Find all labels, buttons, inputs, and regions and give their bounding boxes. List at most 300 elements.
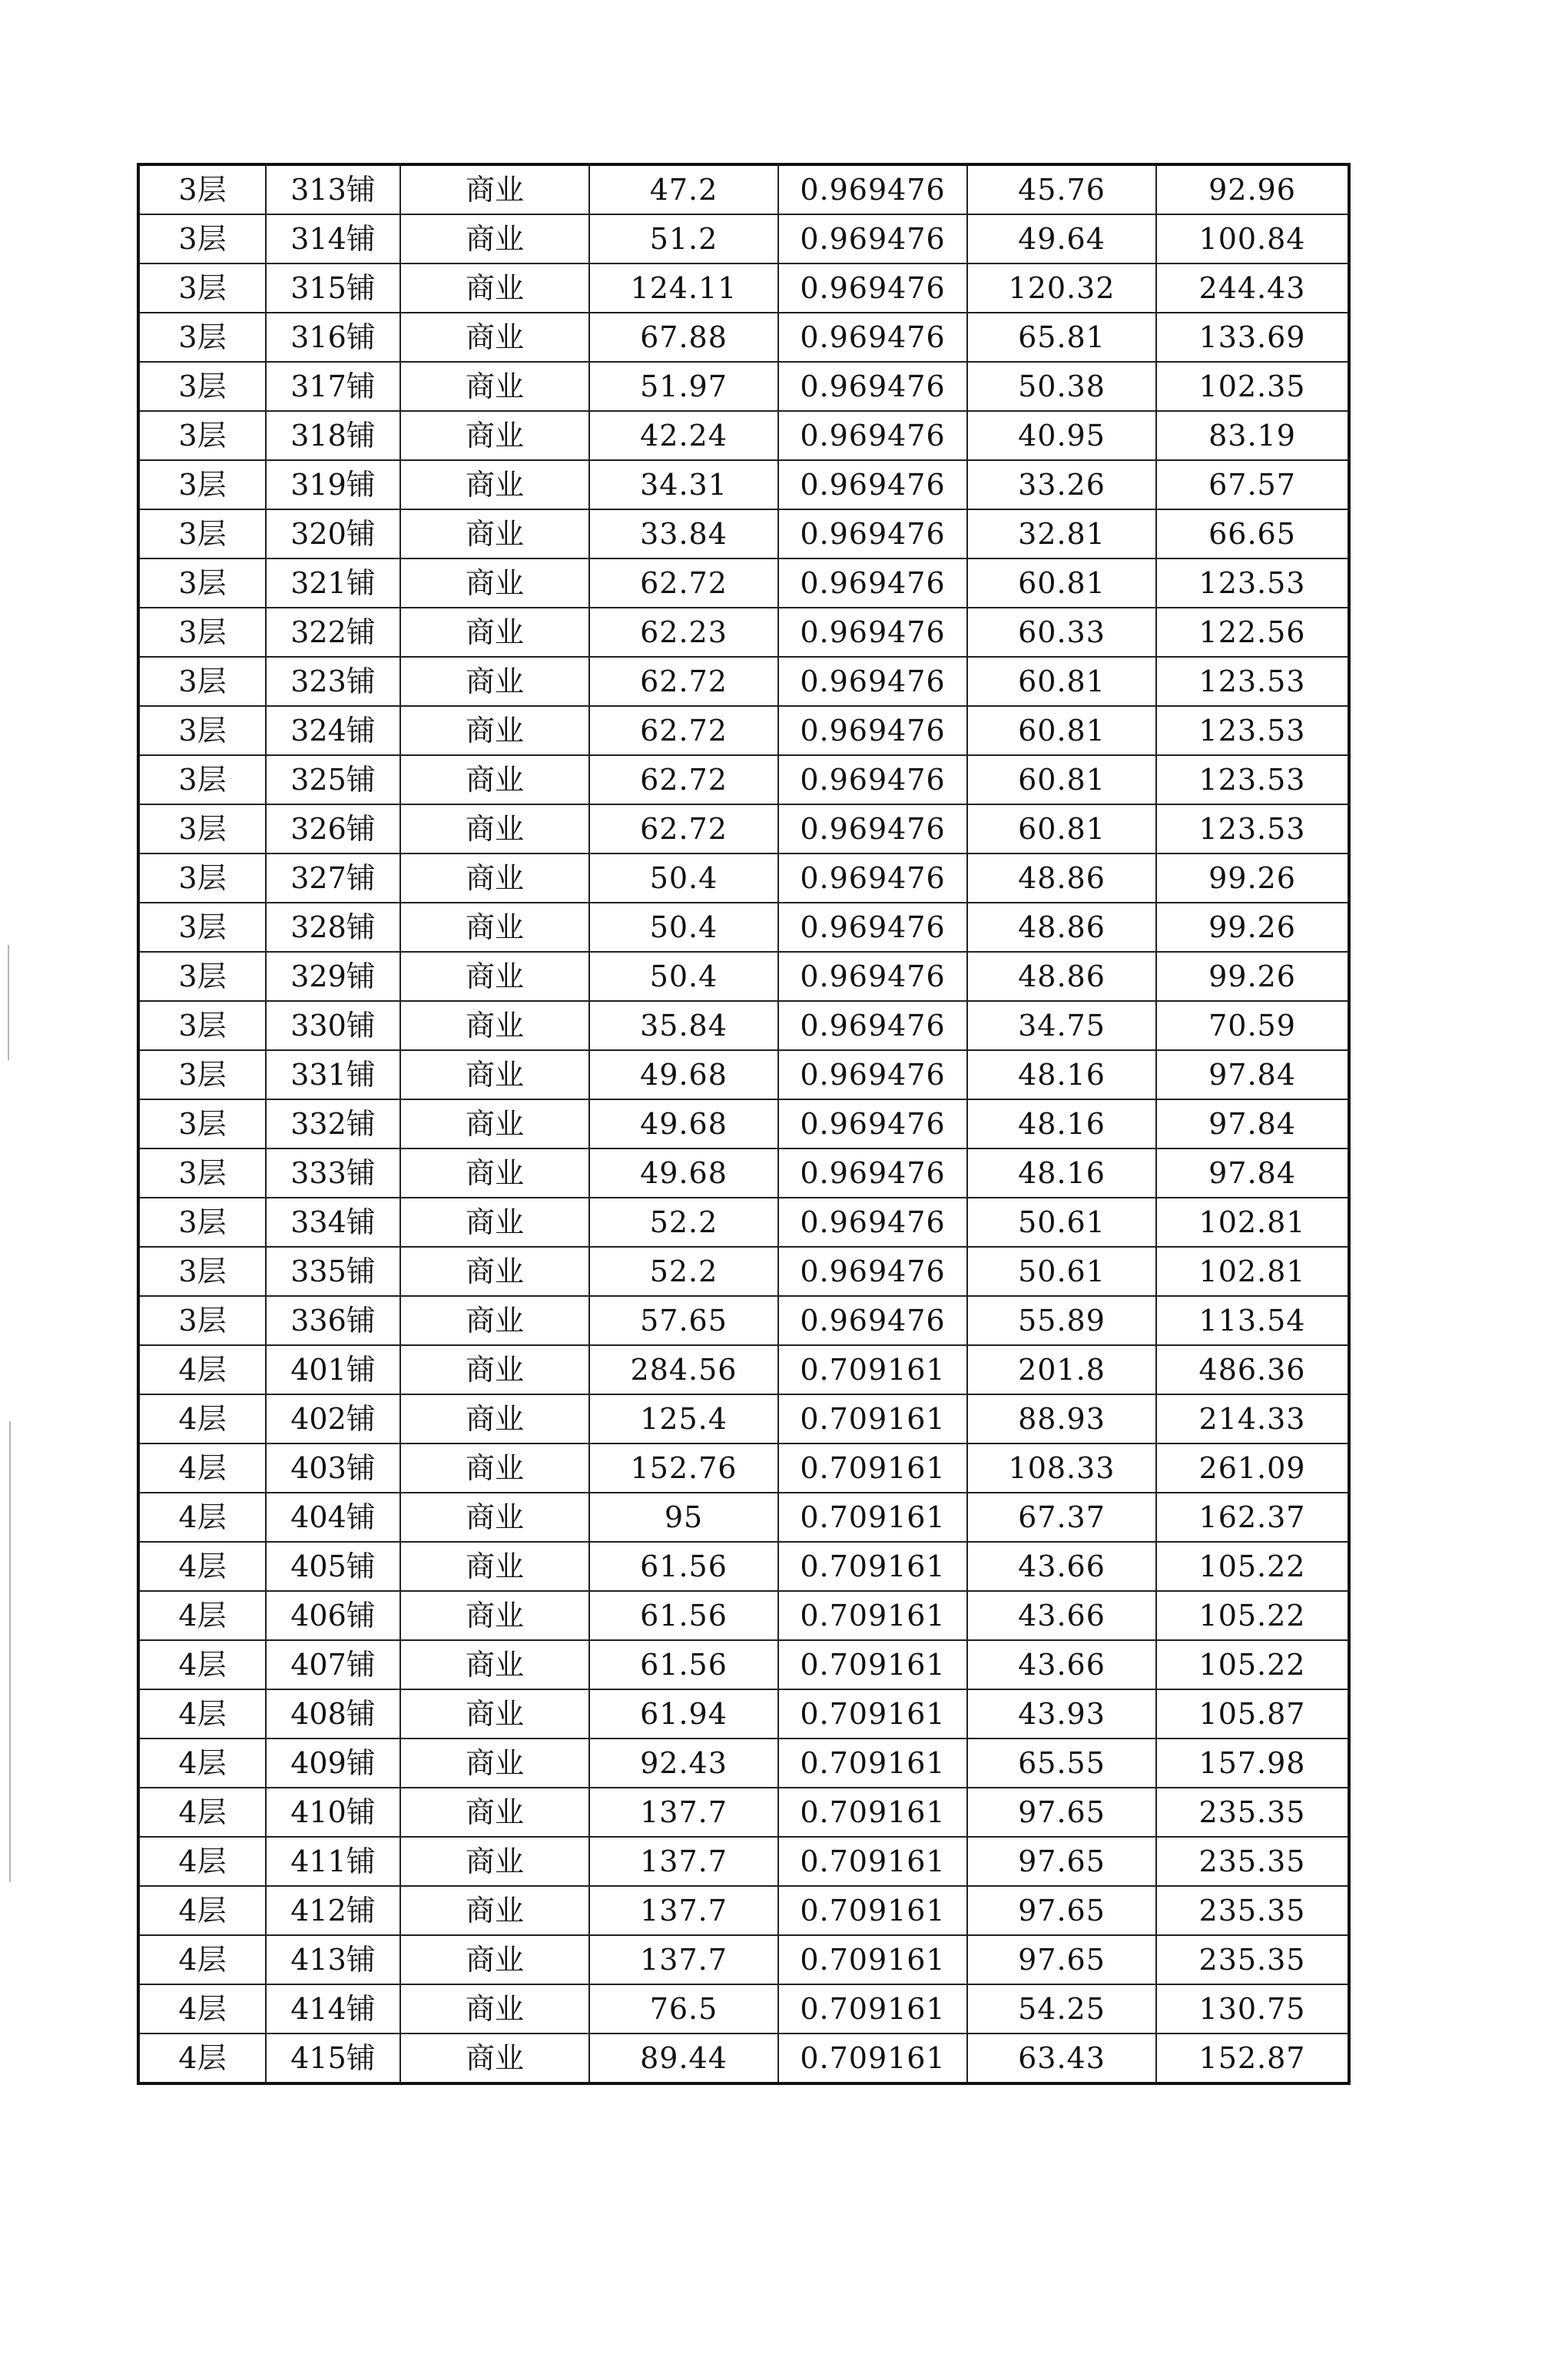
total-area-cell: 70.59 xyxy=(1156,1001,1349,1050)
ratio-cell: 0.969476 xyxy=(778,854,967,903)
table-row xyxy=(138,1247,1349,1296)
total-area-cell: 67.57 xyxy=(1156,460,1349,509)
shared-area-cell: 201.8 xyxy=(967,1345,1156,1394)
usage-cell: 商业 xyxy=(400,1198,589,1247)
floor-cell: 3层 xyxy=(138,706,266,755)
area-cell: 50.4 xyxy=(589,854,778,903)
floor-cell: 4层 xyxy=(138,1444,266,1493)
total-area-cell: 105.22 xyxy=(1156,1591,1349,1640)
total-area-cell: 102.81 xyxy=(1156,1247,1349,1296)
ratio-cell: 0.709161 xyxy=(778,1739,967,1788)
usage-cell: 商业 xyxy=(400,1689,589,1739)
table-row xyxy=(138,1345,1349,1394)
shop-number-cell: 326铺 xyxy=(266,804,400,854)
shared-area-cell: 40.95 xyxy=(967,411,1156,460)
table-row xyxy=(138,1788,1349,1837)
table-row xyxy=(138,411,1349,460)
table-row xyxy=(138,1198,1349,1247)
table-row xyxy=(138,1640,1349,1689)
floor-cell: 4层 xyxy=(138,1493,266,1542)
table-row xyxy=(138,1935,1349,1984)
total-area-cell: 123.53 xyxy=(1156,804,1349,854)
shop-number-cell: 334铺 xyxy=(266,1198,400,1247)
floor-cell: 3层 xyxy=(138,1149,266,1198)
usage-cell: 商业 xyxy=(400,903,589,952)
shared-area-cell: 97.65 xyxy=(967,1886,1156,1935)
area-cell: 49.68 xyxy=(589,1050,778,1099)
usage-cell: 商业 xyxy=(400,460,589,509)
ratio-cell: 0.709161 xyxy=(778,1689,967,1739)
table-row xyxy=(138,1149,1349,1198)
shop-number-cell: 330铺 xyxy=(266,1001,400,1050)
shared-area-cell: 67.37 xyxy=(967,1493,1156,1542)
shop-number-cell: 335铺 xyxy=(266,1247,400,1296)
area-cell: 284.56 xyxy=(589,1345,778,1394)
usage-cell: 商业 xyxy=(400,2034,589,2083)
area-cell: 34.31 xyxy=(589,460,778,509)
table-row xyxy=(138,1984,1349,2034)
shop-number-cell: 404铺 xyxy=(266,1493,400,1542)
shop-number-cell: 321铺 xyxy=(266,559,400,608)
usage-cell: 商业 xyxy=(400,411,589,460)
shop-number-cell: 406铺 xyxy=(266,1591,400,1640)
floor-cell: 4层 xyxy=(138,1837,266,1886)
area-cell: 50.4 xyxy=(589,952,778,1001)
area-cell: 76.5 xyxy=(589,1984,778,2034)
area-cell: 92.43 xyxy=(589,1739,778,1788)
total-area-cell: 235.35 xyxy=(1156,1788,1349,1837)
table-row xyxy=(138,854,1349,903)
area-cell: 89.44 xyxy=(589,2034,778,2083)
floor-cell: 3层 xyxy=(138,952,266,1001)
total-area-cell: 105.22 xyxy=(1156,1640,1349,1689)
ratio-cell: 0.709161 xyxy=(778,1591,967,1640)
area-cell: 61.56 xyxy=(589,1640,778,1689)
ratio-cell: 0.969476 xyxy=(778,1001,967,1050)
shop-number-cell: 313铺 xyxy=(266,164,400,214)
shared-area-cell: 48.16 xyxy=(967,1050,1156,1099)
usage-cell: 商业 xyxy=(400,1591,589,1640)
ratio-cell: 0.969476 xyxy=(778,1296,967,1345)
shop-number-cell: 410铺 xyxy=(266,1788,400,1837)
shared-area-cell: 43.66 xyxy=(967,1591,1156,1640)
shared-area-cell: 65.55 xyxy=(967,1739,1156,1788)
shop-number-cell: 332铺 xyxy=(266,1099,400,1149)
floor-cell: 4层 xyxy=(138,1689,266,1739)
shared-area-cell: 108.33 xyxy=(967,1444,1156,1493)
usage-cell: 商业 xyxy=(400,952,589,1001)
floor-cell: 4层 xyxy=(138,1345,266,1394)
area-cell: 137.7 xyxy=(589,1788,778,1837)
area-cell: 137.7 xyxy=(589,1935,778,1984)
ratio-cell: 0.969476 xyxy=(778,1247,967,1296)
shared-area-cell: 32.81 xyxy=(967,509,1156,559)
total-area-cell: 235.35 xyxy=(1156,1935,1349,1984)
shared-area-cell: 50.61 xyxy=(967,1198,1156,1247)
floor-cell: 3层 xyxy=(138,313,266,362)
total-area-cell: 123.53 xyxy=(1156,755,1349,804)
total-area-cell: 235.35 xyxy=(1156,1837,1349,1886)
area-cell: 61.56 xyxy=(589,1591,778,1640)
total-area-cell: 97.84 xyxy=(1156,1099,1349,1149)
table-row xyxy=(138,1542,1349,1591)
floor-cell: 4层 xyxy=(138,1394,266,1444)
ratio-cell: 0.969476 xyxy=(778,903,967,952)
table-row xyxy=(138,164,1349,214)
total-area-cell: 244.43 xyxy=(1156,264,1349,313)
ratio-cell: 0.709161 xyxy=(778,2034,967,2083)
shared-area-cell: 97.65 xyxy=(967,1935,1156,1984)
area-cell: 125.4 xyxy=(589,1394,778,1444)
area-cell: 62.72 xyxy=(589,559,778,608)
floor-cell: 4层 xyxy=(138,1739,266,1788)
total-area-cell: 102.35 xyxy=(1156,362,1349,411)
table-row xyxy=(138,1296,1349,1345)
ratio-cell: 0.709161 xyxy=(778,1444,967,1493)
shared-area-cell: 49.64 xyxy=(967,214,1156,264)
shop-number-cell: 403铺 xyxy=(266,1444,400,1493)
ratio-cell: 0.709161 xyxy=(778,1345,967,1394)
usage-cell: 商业 xyxy=(400,1050,589,1099)
usage-cell: 商业 xyxy=(400,509,589,559)
shared-area-cell: 33.26 xyxy=(967,460,1156,509)
shop-number-cell: 331铺 xyxy=(266,1050,400,1099)
scan-edge-mark xyxy=(9,1421,11,1882)
floor-cell: 3层 xyxy=(138,509,266,559)
ratio-cell: 0.709161 xyxy=(778,1788,967,1837)
ratio-cell: 0.969476 xyxy=(778,1198,967,1247)
shared-area-cell: 50.38 xyxy=(967,362,1156,411)
ratio-cell: 0.709161 xyxy=(778,1984,967,2034)
shop-number-cell: 336铺 xyxy=(266,1296,400,1345)
ratio-cell: 0.969476 xyxy=(778,657,967,706)
shop-number-cell: 333铺 xyxy=(266,1149,400,1198)
floor-cell: 4层 xyxy=(138,1591,266,1640)
shared-area-cell: 60.81 xyxy=(967,706,1156,755)
ratio-cell: 0.969476 xyxy=(778,952,967,1001)
shop-number-cell: 401铺 xyxy=(266,1345,400,1394)
table-row xyxy=(138,2034,1349,2083)
ratio-cell: 0.969476 xyxy=(778,214,967,264)
shop-area-table xyxy=(137,163,1351,2085)
total-area-cell: 123.53 xyxy=(1156,706,1349,755)
area-cell: 152.76 xyxy=(589,1444,778,1493)
table-row xyxy=(138,1739,1349,1788)
shared-area-cell: 97.65 xyxy=(967,1837,1156,1886)
usage-cell: 商业 xyxy=(400,1001,589,1050)
floor-cell: 3层 xyxy=(138,903,266,952)
usage-cell: 商业 xyxy=(400,264,589,313)
usage-cell: 商业 xyxy=(400,1444,589,1493)
table-row xyxy=(138,1050,1349,1099)
table-row xyxy=(138,657,1349,706)
total-area-cell: 261.09 xyxy=(1156,1444,1349,1493)
usage-cell: 商业 xyxy=(400,559,589,608)
shop-number-cell: 324铺 xyxy=(266,706,400,755)
shared-area-cell: 60.81 xyxy=(967,804,1156,854)
shared-area-cell: 97.65 xyxy=(967,1788,1156,1837)
area-cell: 42.24 xyxy=(589,411,778,460)
table-row xyxy=(138,214,1349,264)
area-cell: 35.84 xyxy=(589,1001,778,1050)
total-area-cell: 105.22 xyxy=(1156,1542,1349,1591)
ratio-cell: 0.969476 xyxy=(778,608,967,657)
ratio-cell: 0.709161 xyxy=(778,1542,967,1591)
floor-cell: 3层 xyxy=(138,755,266,804)
area-cell: 49.68 xyxy=(589,1149,778,1198)
table-row xyxy=(138,706,1349,755)
shared-area-cell: 65.81 xyxy=(967,313,1156,362)
shop-number-cell: 318铺 xyxy=(266,411,400,460)
ratio-cell: 0.969476 xyxy=(778,706,967,755)
usage-cell: 商业 xyxy=(400,1640,589,1689)
total-area-cell: 123.53 xyxy=(1156,559,1349,608)
shared-area-cell: 54.25 xyxy=(967,1984,1156,2034)
shared-area-cell: 43.66 xyxy=(967,1542,1156,1591)
table-row xyxy=(138,509,1349,559)
shared-area-cell: 60.33 xyxy=(967,608,1156,657)
floor-cell: 4层 xyxy=(138,2034,266,2083)
floor-cell: 3层 xyxy=(138,460,266,509)
floor-cell: 3层 xyxy=(138,559,266,608)
shared-area-cell: 50.61 xyxy=(967,1247,1156,1296)
area-cell: 62.72 xyxy=(589,755,778,804)
area-cell: 62.72 xyxy=(589,706,778,755)
shop-number-cell: 314铺 xyxy=(266,214,400,264)
area-cell: 137.7 xyxy=(589,1886,778,1935)
ratio-cell: 0.709161 xyxy=(778,1394,967,1444)
shop-number-cell: 408铺 xyxy=(266,1689,400,1739)
shop-number-cell: 319铺 xyxy=(266,460,400,509)
area-cell: 61.94 xyxy=(589,1689,778,1739)
table-row xyxy=(138,362,1349,411)
shop-number-cell: 315铺 xyxy=(266,264,400,313)
floor-cell: 4层 xyxy=(138,1640,266,1689)
usage-cell: 商业 xyxy=(400,1935,589,1984)
ratio-cell: 0.709161 xyxy=(778,1493,967,1542)
usage-cell: 商业 xyxy=(400,164,589,214)
total-area-cell: 214.33 xyxy=(1156,1394,1349,1444)
ratio-cell: 0.969476 xyxy=(778,313,967,362)
shop-number-cell: 320铺 xyxy=(266,509,400,559)
usage-cell: 商业 xyxy=(400,804,589,854)
area-cell: 51.97 xyxy=(589,362,778,411)
shop-number-cell: 322铺 xyxy=(266,608,400,657)
shared-area-cell: 60.81 xyxy=(967,657,1156,706)
shop-number-cell: 411铺 xyxy=(266,1837,400,1886)
shop-number-cell: 329铺 xyxy=(266,952,400,1001)
area-cell: 51.2 xyxy=(589,214,778,264)
usage-cell: 商业 xyxy=(400,1394,589,1444)
table-row xyxy=(138,1591,1349,1640)
floor-cell: 3层 xyxy=(138,804,266,854)
shared-area-cell: 45.76 xyxy=(967,164,1156,214)
total-area-cell: 152.87 xyxy=(1156,2034,1349,2083)
usage-cell: 商业 xyxy=(400,1296,589,1345)
total-area-cell: 66.65 xyxy=(1156,509,1349,559)
usage-cell: 商业 xyxy=(400,1984,589,2034)
usage-cell: 商业 xyxy=(400,214,589,264)
shared-area-cell: 48.16 xyxy=(967,1149,1156,1198)
total-area-cell: 123.53 xyxy=(1156,657,1349,706)
table-row xyxy=(138,1837,1349,1886)
usage-cell: 商业 xyxy=(400,1788,589,1837)
ratio-cell: 0.969476 xyxy=(778,164,967,214)
usage-cell: 商业 xyxy=(400,1837,589,1886)
area-cell: 61.56 xyxy=(589,1542,778,1591)
floor-cell: 3层 xyxy=(138,1050,266,1099)
total-area-cell: 113.54 xyxy=(1156,1296,1349,1345)
usage-cell: 商业 xyxy=(400,1099,589,1149)
total-area-cell: 105.87 xyxy=(1156,1689,1349,1739)
ratio-cell: 0.969476 xyxy=(778,362,967,411)
shop-number-cell: 407铺 xyxy=(266,1640,400,1689)
floor-cell: 3层 xyxy=(138,411,266,460)
total-area-cell: 97.84 xyxy=(1156,1050,1349,1099)
usage-cell: 商业 xyxy=(400,854,589,903)
ratio-cell: 0.969476 xyxy=(778,755,967,804)
table-row xyxy=(138,460,1349,509)
shared-area-cell: 43.66 xyxy=(967,1640,1156,1689)
table-row xyxy=(138,1099,1349,1149)
table-row xyxy=(138,1689,1349,1739)
area-cell: 62.23 xyxy=(589,608,778,657)
floor-cell: 3层 xyxy=(138,362,266,411)
usage-cell: 商业 xyxy=(400,1493,589,1542)
floor-cell: 3层 xyxy=(138,264,266,313)
area-cell: 57.65 xyxy=(589,1296,778,1345)
total-area-cell: 92.96 xyxy=(1156,164,1349,214)
table-row xyxy=(138,755,1349,804)
total-area-cell: 99.26 xyxy=(1156,854,1349,903)
area-cell: 50.4 xyxy=(589,903,778,952)
floor-cell: 3层 xyxy=(138,1247,266,1296)
scan-edge-mark xyxy=(8,945,9,1060)
table-row xyxy=(138,313,1349,362)
total-area-cell: 100.84 xyxy=(1156,214,1349,264)
ratio-cell: 0.969476 xyxy=(778,264,967,313)
table-row xyxy=(138,559,1349,608)
total-area-cell: 162.37 xyxy=(1156,1493,1349,1542)
table-row xyxy=(138,952,1349,1001)
shared-area-cell: 120.32 xyxy=(967,264,1156,313)
table-row xyxy=(138,1394,1349,1444)
usage-cell: 商业 xyxy=(400,1739,589,1788)
area-cell: 62.72 xyxy=(589,804,778,854)
shop-number-cell: 405铺 xyxy=(266,1542,400,1591)
area-cell: 47.2 xyxy=(589,164,778,214)
floor-cell: 3层 xyxy=(138,854,266,903)
ratio-cell: 0.969476 xyxy=(778,460,967,509)
usage-cell: 商业 xyxy=(400,362,589,411)
shared-area-cell: 60.81 xyxy=(967,559,1156,608)
shared-area-cell: 55.89 xyxy=(967,1296,1156,1345)
floor-cell: 3层 xyxy=(138,1296,266,1345)
total-area-cell: 99.26 xyxy=(1156,952,1349,1001)
total-area-cell: 486.36 xyxy=(1156,1345,1349,1394)
shared-area-cell: 34.75 xyxy=(967,1001,1156,1050)
ratio-cell: 0.969476 xyxy=(778,411,967,460)
table-row xyxy=(138,804,1349,854)
area-cell: 137.7 xyxy=(589,1837,778,1886)
usage-cell: 商业 xyxy=(400,657,589,706)
usage-cell: 商业 xyxy=(400,755,589,804)
usage-cell: 商业 xyxy=(400,1886,589,1935)
table-row xyxy=(138,903,1349,952)
shared-area-cell: 48.86 xyxy=(967,952,1156,1001)
total-area-cell: 122.56 xyxy=(1156,608,1349,657)
shared-area-cell: 48.86 xyxy=(967,854,1156,903)
shop-number-cell: 327铺 xyxy=(266,854,400,903)
total-area-cell: 130.75 xyxy=(1156,1984,1349,2034)
area-cell: 52.2 xyxy=(589,1198,778,1247)
floor-cell: 4层 xyxy=(138,1542,266,1591)
usage-cell: 商业 xyxy=(400,1345,589,1394)
ratio-cell: 0.709161 xyxy=(778,1837,967,1886)
shared-area-cell: 88.93 xyxy=(967,1394,1156,1444)
floor-cell: 3层 xyxy=(138,1099,266,1149)
floor-cell: 4层 xyxy=(138,1935,266,1984)
table-row xyxy=(138,1444,1349,1493)
usage-cell: 商业 xyxy=(400,608,589,657)
shop-number-cell: 316铺 xyxy=(266,313,400,362)
total-area-cell: 102.81 xyxy=(1156,1198,1349,1247)
shared-area-cell: 60.81 xyxy=(967,755,1156,804)
ratio-cell: 0.709161 xyxy=(778,1640,967,1689)
shop-number-cell: 323铺 xyxy=(266,657,400,706)
ratio-cell: 0.969476 xyxy=(778,1099,967,1149)
table-body xyxy=(138,164,1349,2083)
shared-area-cell: 48.16 xyxy=(967,1099,1156,1149)
floor-cell: 3层 xyxy=(138,608,266,657)
total-area-cell: 157.98 xyxy=(1156,1739,1349,1788)
total-area-cell: 97.84 xyxy=(1156,1149,1349,1198)
area-cell: 67.88 xyxy=(589,313,778,362)
floor-cell: 4层 xyxy=(138,1886,266,1935)
ratio-cell: 0.969476 xyxy=(778,559,967,608)
floor-cell: 4层 xyxy=(138,1984,266,2034)
usage-cell: 商业 xyxy=(400,1149,589,1198)
area-cell: 95 xyxy=(589,1493,778,1542)
ratio-cell: 0.969476 xyxy=(778,1149,967,1198)
area-cell: 52.2 xyxy=(589,1247,778,1296)
usage-cell: 商业 xyxy=(400,1542,589,1591)
shared-area-cell: 63.43 xyxy=(967,2034,1156,2083)
floor-cell: 3层 xyxy=(138,164,266,214)
shop-number-cell: 415铺 xyxy=(266,2034,400,2083)
total-area-cell: 99.26 xyxy=(1156,903,1349,952)
shop-number-cell: 317铺 xyxy=(266,362,400,411)
floor-cell: 4层 xyxy=(138,1788,266,1837)
table-row xyxy=(138,608,1349,657)
floor-cell: 3层 xyxy=(138,1198,266,1247)
usage-cell: 商业 xyxy=(400,706,589,755)
ratio-cell: 0.709161 xyxy=(778,1935,967,1984)
usage-cell: 商业 xyxy=(400,1247,589,1296)
shop-number-cell: 413铺 xyxy=(266,1935,400,1984)
shop-number-cell: 328铺 xyxy=(266,903,400,952)
shop-number-cell: 409铺 xyxy=(266,1739,400,1788)
ratio-cell: 0.969476 xyxy=(778,509,967,559)
usage-cell: 商业 xyxy=(400,313,589,362)
ratio-cell: 0.969476 xyxy=(778,804,967,854)
shop-number-cell: 325铺 xyxy=(266,755,400,804)
ratio-cell: 0.969476 xyxy=(778,1050,967,1099)
ratio-cell: 0.709161 xyxy=(778,1886,967,1935)
floor-cell: 3层 xyxy=(138,214,266,264)
total-area-cell: 235.35 xyxy=(1156,1886,1349,1935)
shared-area-cell: 43.93 xyxy=(967,1689,1156,1739)
